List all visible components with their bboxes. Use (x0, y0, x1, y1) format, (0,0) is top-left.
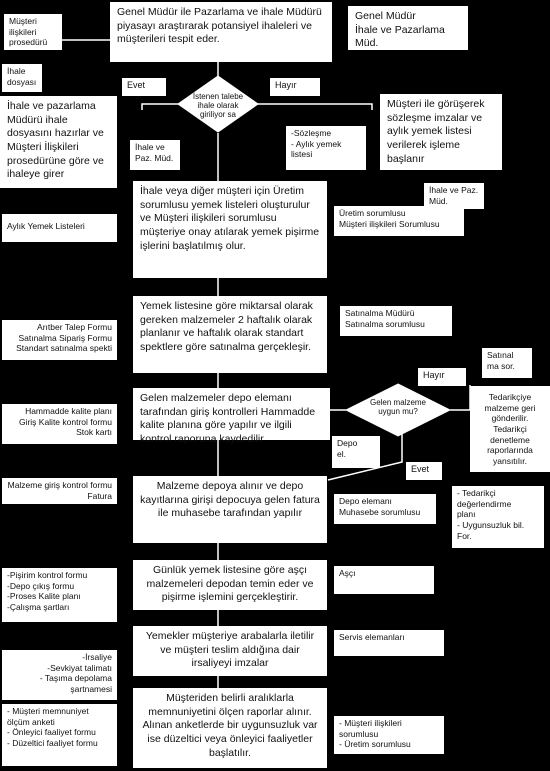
step-menu-creation: İhale veya diğer müşteri için Üretim sorumlusu yemek listeleri oluşturulur ve Müşteri ilişkileri sorumlusu müşteriye onay atılarak yemek pişirme işlerini başlatılmış olur. (133, 181, 327, 278)
responsible-purchasing: Satınalma Müdürü Satınalma sorumlusu (340, 306, 452, 336)
responsible-cook: Aşçı (334, 566, 434, 594)
step-research: Genel Müdür ile Pazarlama ve ihale Müdürü piyasayı araştırarak potansiyel ihaleleri ve müşterileri tespit eder. (110, 2, 332, 62)
label-evet-2: Evet (406, 462, 442, 480)
step-incoming-control: Gelen malzemeler depo elemanı tarafından giriş kontrolleri Hammadde kalite planına göre yapılır ve ilgili kontrol raporuna kaydedilir (133, 388, 330, 440)
label-hayir-2: Hayır (418, 368, 466, 386)
responsible-production: Üretim sorumlusu Müşteri ilişkileri Sorumlusu (334, 206, 464, 236)
step-warehouse: Malzeme depoya alınır ve depo kayıtlarına girişi depocuya gelen fatura ile muhasebe tarafından yapılır (133, 476, 327, 543)
responsible-tender-2: İhale ve Paz. Müd. (424, 183, 484, 209)
label-evet-1: Evet (122, 78, 166, 96)
doc-material-entry: Malzeme giriş kontrol formu Fatura (2, 478, 117, 504)
doc-monthly-menu: Aylık Yemek Listeleri (2, 214, 117, 242)
responsible-tender-1: İhale ve Paz. Müd. (130, 140, 180, 170)
doc-delivery-forms: -İrsaliye -Sevkiyat talimatı - Taşıma depolama şartnamesi (2, 650, 117, 700)
doc-satisfaction-forms: - Müşteri memnuniyet ölçüm anketi - Önleyici faaliyet formu - Düzeltici faaliyet formu (2, 704, 117, 766)
doc-cooking-forms: -Pişirim kontrol formu -Depo çıkış formu -Proses Kalite planı -Çalışma şartları (2, 568, 117, 622)
step-prepare-tender: İhale ve pazarlama Müdürü ihale dosyasını hazırlar ve Müşteri İlişkileri prosedürüne göre ve ihaleye girer (0, 96, 117, 188)
responsible-purchasing-short: Satınal ma sor. (482, 348, 532, 378)
decision-text-1: İstenen talebe ihale olarak giriliyor sa (192, 92, 244, 120)
doc-quality-plan: Hammadde kalite planı Giriş Kalite kontrol formu Stok kartı (2, 404, 117, 444)
step-purchasing: Yemek listesine göre miktarsal olarak gereken malzemeler 2 haftalık olarak planlanır ve haftalık olarak standart spektlere göre satınalma gerçekleşir. (133, 296, 327, 373)
step-satisfaction: Müşteriden belirli aralıklarla memnuniyetini ölçen raporlar alınır. Alınan anketlerde bir uygunsuzluk var ise düzeltici veya önleyici faaliyetler başlatılır. (133, 688, 327, 768)
doc-purchase-forms: Arıtber Talep Formu Satınalma Sipariş Formu Standart satınalma spekti (2, 320, 117, 360)
doc-supplier-eval: - Tedarikçi değerlendirme planı - Uygunsuzluk bil. For. (452, 486, 544, 548)
responsible-service: Servis elemanları (334, 630, 444, 656)
responsible-gm: Genel Müdür İhale ve Pazarlama Müd. (348, 6, 468, 50)
doc-customer-procedure: Müşteri ilişkileri prosedürü (4, 14, 62, 50)
step-cooking: Günlük yemek listesine göre aşçı malzemeleri depodan temin eder ve pişirme işlemini gerçekleştirir. (133, 560, 327, 610)
responsible-warehouse: Depo el. (332, 436, 380, 468)
responsible-warehouse-accounting: Depo elemanı Muhasebe sorumlusu (334, 494, 436, 524)
step-contract: Müşteri ile görüşerek sözleşme imzalar ve aylık yemek listesi verilerek işleme başlanır (380, 94, 502, 170)
step-delivery: Yemekler müşteriye arabalarla iletilir ve müşteri teslim aldığına dair irsaliyeyi imzalar (133, 626, 327, 676)
doc-contract: -Sözleşme - Aylık yemek listesi (286, 126, 366, 170)
decision-text-2: Gelen malzeme uygun mu? (369, 398, 427, 417)
label-hayir-1: Hayır (270, 78, 320, 96)
step-return-supplier: Tedarikçiye malzeme geri gönderilir. Tedarikçi denetleme raporlarında yansıtılır. (470, 386, 550, 472)
doc-tender-file: İhale dosyası (2, 64, 42, 92)
responsible-customer-relations: - Müşteri ilişkileri sorumlusu - Üretim sorumlusu (334, 716, 444, 754)
